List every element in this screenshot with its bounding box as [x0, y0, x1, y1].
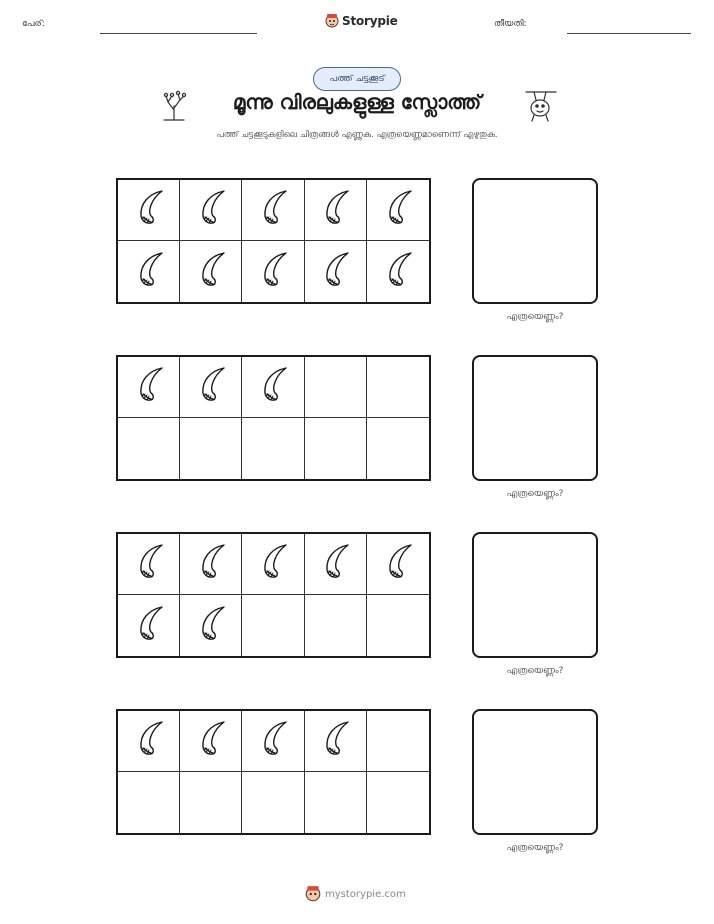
ten-frame-cell [242, 241, 304, 302]
ten-frame-cell [118, 595, 180, 656]
claw-icon [132, 365, 166, 409]
answer-prompt: എത്രയെണ്ണം? [506, 666, 564, 676]
ten-frame-cell [118, 180, 180, 241]
name-line[interactable] [100, 33, 257, 34]
claw-icon [132, 604, 166, 648]
claw-icon [194, 604, 228, 648]
ten-frame-cell [180, 595, 242, 656]
claw-icon [256, 542, 290, 586]
coral-icon [160, 90, 188, 122]
storypie-logo-icon [325, 13, 339, 29]
claw-icon [132, 719, 166, 763]
claw-icon [318, 719, 352, 763]
footer [305, 885, 406, 903]
ten-frame-cell [242, 711, 304, 772]
claw-icon [194, 250, 228, 294]
claw-icon [256, 365, 290, 409]
ten-frame-cell [180, 357, 242, 418]
answer-box[interactable] [472, 532, 598, 658]
answer-prompt: എത്രയെണ്ണം? [506, 312, 564, 322]
ten-frame [116, 355, 431, 481]
ten-frame [116, 178, 431, 304]
ten-frame-cell [367, 772, 429, 833]
answer-prompt: എത്രയെണ്ണം? [506, 843, 564, 853]
ten-frame-cell [242, 180, 304, 241]
sloth-icon [524, 88, 558, 124]
ten-frame [116, 532, 431, 658]
claw-icon [381, 542, 415, 586]
ten-frame-cell [180, 241, 242, 302]
footer-site[interactable]: mystorypie.com [325, 888, 406, 900]
ten-frame-cell [305, 772, 367, 833]
ten-frame-cell [367, 357, 429, 418]
brand-name: Storypie [342, 14, 398, 28]
claw-icon [132, 188, 166, 232]
ten-frame-cell [305, 534, 367, 595]
claw-icon [194, 365, 228, 409]
claw-icon [318, 188, 352, 232]
answer-box[interactable] [472, 355, 598, 481]
ten-frame-cell [305, 357, 367, 418]
ten-frame-cell [242, 357, 304, 418]
claw-icon [132, 250, 166, 294]
ten-frame-cell [118, 772, 180, 833]
answer-box[interactable] [472, 178, 598, 304]
ten-frame-cell [305, 241, 367, 302]
claw-icon [256, 250, 290, 294]
ten-frame-cell [305, 711, 367, 772]
ten-frame-cell [180, 534, 242, 595]
ten-frame-cell [367, 418, 429, 479]
claw-icon [256, 719, 290, 763]
ten-frame-cell [367, 534, 429, 595]
brand-logo [325, 13, 398, 29]
ten-frame-cell [305, 418, 367, 479]
instructions: പത്ത് ചട്ടക്കൂടുകളിലെ ചിത്രങ്ങൾ എണ്ണുക. എത്രയെണ്ണമാണെന്ന് എഴുതുക. [216, 130, 498, 140]
answer-box[interactable] [472, 709, 598, 835]
claw-icon [381, 188, 415, 232]
category-badge: പത്ത് ചട്ടക്കൂട് [313, 67, 401, 91]
ten-frame-cell [118, 534, 180, 595]
name-label: പേര്: [22, 19, 45, 29]
ten-frame-cell [118, 418, 180, 479]
claw-icon [194, 188, 228, 232]
ten-frame-cell [367, 595, 429, 656]
ten-frame-cell [367, 711, 429, 772]
ten-frame-cell [118, 357, 180, 418]
ten-frame-cell [367, 241, 429, 302]
claw-icon [194, 542, 228, 586]
date-line[interactable] [567, 33, 691, 34]
ten-frame-cell [118, 711, 180, 772]
ten-frame-cell [180, 180, 242, 241]
claw-icon [256, 188, 290, 232]
claw-icon [318, 542, 352, 586]
claw-icon [381, 250, 415, 294]
answer-prompt: എത്രയെണ്ണം? [506, 489, 564, 499]
ten-frame-cell [305, 180, 367, 241]
storypie-footer-logo-icon [305, 885, 321, 903]
ten-frame-cell [180, 418, 242, 479]
ten-frame-cell [242, 534, 304, 595]
ten-frame-cell [305, 595, 367, 656]
ten-frame-cell [118, 241, 180, 302]
ten-frame-cell [242, 772, 304, 833]
ten-frame-cell [242, 595, 304, 656]
ten-frame-cell [180, 711, 242, 772]
ten-frame [116, 709, 431, 835]
ten-frame-cell [242, 418, 304, 479]
claw-icon [318, 250, 352, 294]
claw-icon [194, 719, 228, 763]
date-label: തീയതി: [494, 19, 527, 29]
ten-frame-cell [367, 180, 429, 241]
ten-frame-cell [180, 772, 242, 833]
claw-icon [132, 542, 166, 586]
page-title: മൂന്നു വിരലുകളുള്ള സ്ലോത്ത് [232, 90, 482, 114]
